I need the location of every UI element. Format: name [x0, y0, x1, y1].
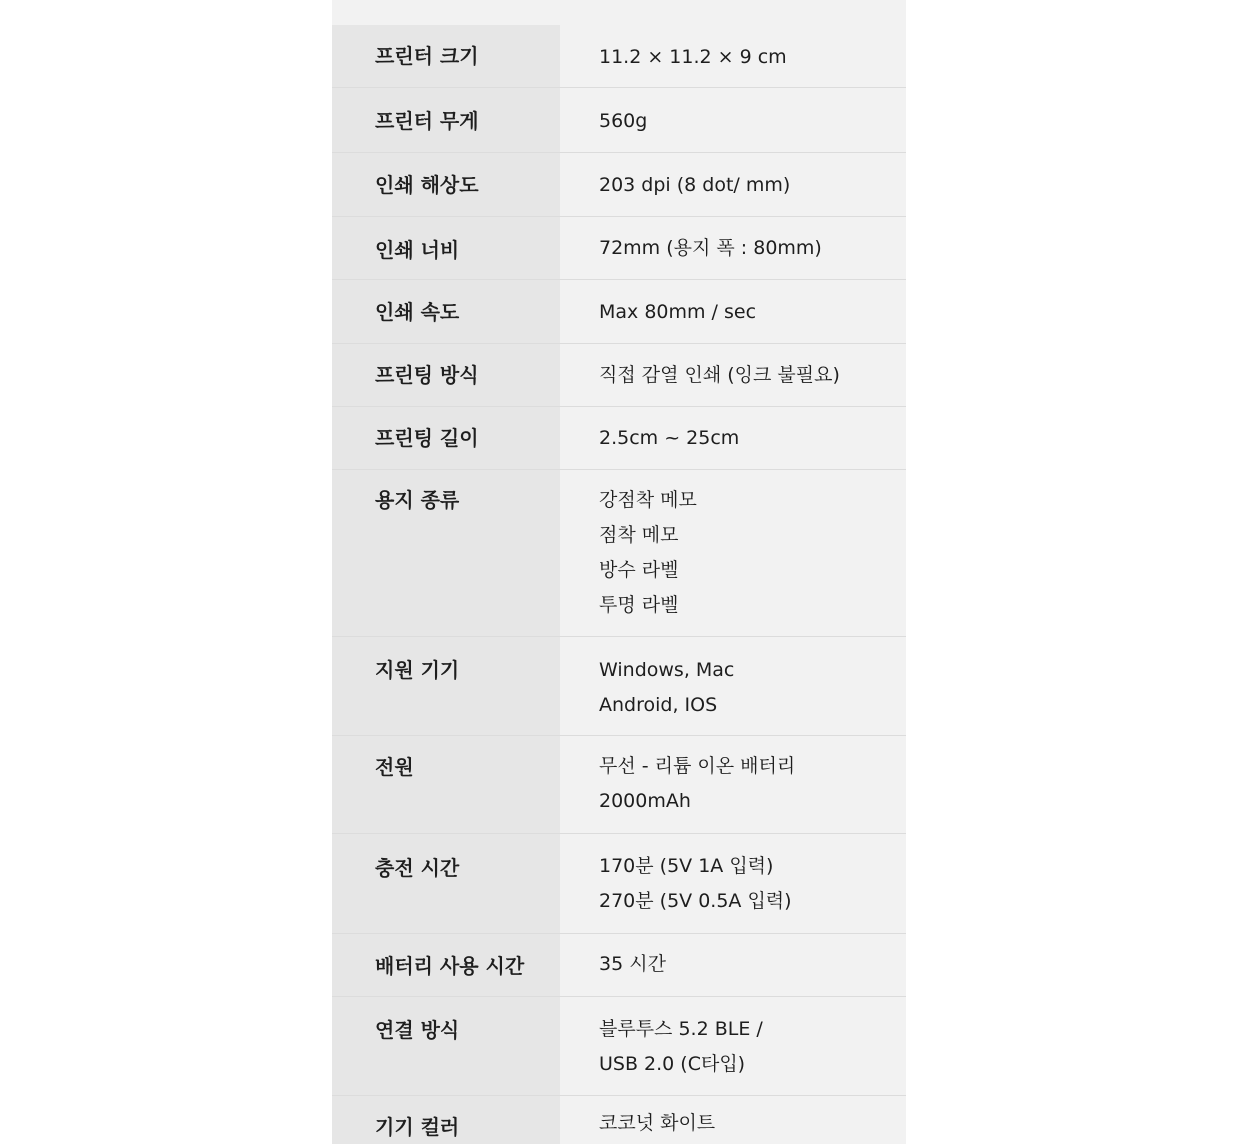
spec-value: Android, IOS — [599, 694, 718, 716]
spec-label-cell — [332, 280, 560, 343]
spec-row — [332, 1096, 906, 1144]
spec-value: 직접 감열 인쇄 (잉크 불필요) — [599, 364, 840, 386]
spec-label-cell — [332, 407, 560, 469]
spec-row — [332, 470, 906, 637]
spec-value: 270분 (5V 0.5A 입력) — [599, 890, 792, 912]
spec-label-cell — [332, 934, 560, 996]
spec-value: 170분 (5V 1A 입력) — [599, 855, 774, 877]
spec-label: 전원 — [375, 755, 414, 779]
spec-label-cell — [332, 1096, 560, 1144]
spec-label: 충전 시간 — [375, 856, 460, 880]
spec-value: 560g — [599, 110, 648, 132]
spec-value: 203 dpi (8 dot/ mm) — [599, 174, 791, 196]
spec-value-cell — [560, 217, 906, 279]
spec-label: 인쇄 너비 — [375, 238, 460, 262]
spec-value: 2000mAh — [599, 790, 691, 812]
spec-value-cell — [560, 834, 906, 933]
spec-label-cell — [332, 25, 560, 87]
spec-label: 프린팅 길이 — [375, 426, 479, 450]
spec-value: 무선 - 리튬 이온 배터리 — [599, 755, 796, 777]
spec-row — [332, 280, 906, 344]
spec-label: 프린터 무게 — [375, 109, 479, 133]
spec-row — [332, 637, 906, 736]
spec-value: 코코넛 화이트 — [599, 1112, 716, 1134]
spec-value-cell — [560, 736, 906, 833]
spec-value: USB 2.0 (C타입) — [599, 1053, 746, 1075]
spec-value: 72mm (용지 폭 : 80mm) — [599, 237, 822, 259]
spec-label: 지원 기기 — [375, 658, 460, 682]
spec-label-cell — [332, 736, 560, 833]
spec-value-cell — [560, 344, 906, 406]
spec-value: 11.2 × 11.2 × 9 cm — [599, 46, 787, 68]
spec-value: 투명 라벨 — [599, 594, 679, 616]
spec-label-cell — [332, 153, 560, 216]
spec-label-cell — [332, 217, 560, 279]
spec-value-cell — [560, 280, 906, 343]
spec-value-cell — [560, 88, 906, 152]
spec-value-cell — [560, 407, 906, 469]
spec-value: 블루투스 5.2 BLE / — [599, 1018, 763, 1040]
spec-label: 기기 컬러 — [375, 1115, 460, 1139]
spec-row — [332, 934, 906, 997]
spec-value: Windows, Mac — [599, 659, 735, 681]
spec-label: 용지 종류 — [375, 488, 460, 512]
spec-label: 인쇄 해상도 — [375, 173, 479, 197]
spec-value-cell — [560, 1096, 906, 1144]
spec-label: 연결 방식 — [375, 1018, 460, 1042]
spec-table — [332, 25, 906, 1144]
spec-row — [332, 344, 906, 407]
spec-label-cell — [332, 470, 560, 636]
spec-value: 2.5cm ~ 25cm — [599, 427, 740, 449]
spec-label: 배터리 사용 시간 — [375, 954, 525, 978]
spec-label: 인쇄 속도 — [375, 300, 460, 324]
spec-row — [332, 153, 906, 217]
spec-label-cell — [332, 637, 560, 735]
spec-value: 점착 메모 — [599, 524, 679, 546]
spec-row — [332, 407, 906, 470]
spec-row — [332, 997, 906, 1096]
spec-label-cell — [332, 997, 560, 1095]
spec-value: 35 시간 — [599, 953, 666, 975]
spec-row — [332, 88, 906, 153]
spec-value-cell — [560, 637, 906, 735]
spec-value: 방수 라벨 — [599, 559, 679, 581]
spec-value: Max 80mm / sec — [599, 301, 757, 323]
spec-value-cell — [560, 25, 906, 87]
spec-row — [332, 217, 906, 280]
spec-label-cell — [332, 88, 560, 152]
spec-label-cell — [332, 344, 560, 406]
spec-row — [332, 834, 906, 934]
spec-value-cell — [560, 934, 906, 996]
spec-sheet — [332, 0, 906, 1144]
spec-row — [332, 25, 906, 88]
spec-value-cell — [560, 997, 906, 1095]
spec-row — [332, 736, 906, 834]
spec-value-cell — [560, 470, 906, 636]
spec-value-cell — [560, 153, 906, 216]
spec-label: 프린터 크기 — [375, 44, 479, 68]
spec-value: 강점착 메모 — [599, 489, 697, 511]
spec-label-cell — [332, 834, 560, 933]
spec-label: 프린팅 방식 — [375, 363, 479, 387]
